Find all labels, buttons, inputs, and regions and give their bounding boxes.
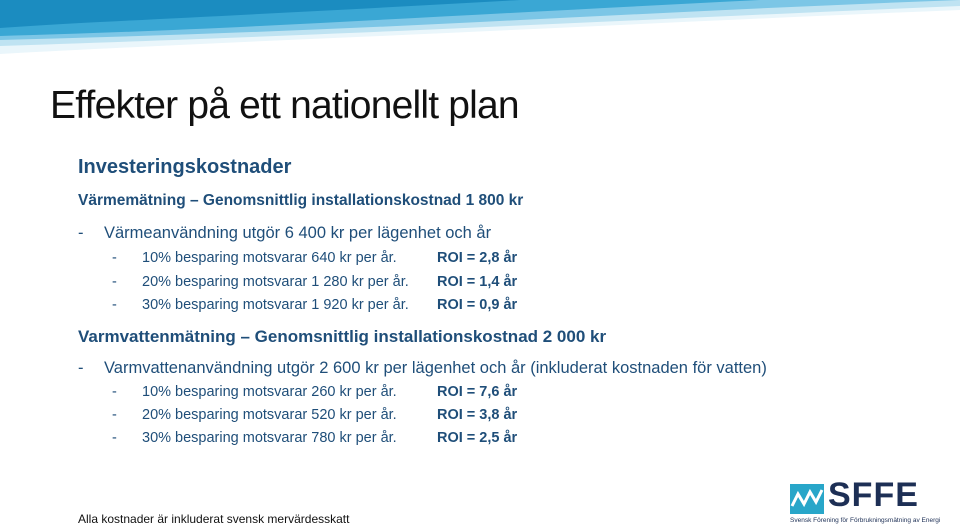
list-item-text: 20% besparing motsvarar 1 280 kr per år. bbox=[142, 274, 409, 290]
logo-wordmark: SFFE bbox=[828, 476, 919, 514]
list-item-text: 20% besparing motsvarar 520 kr per år. bbox=[142, 407, 397, 423]
list-item bbox=[78, 430, 518, 446]
bullet-dash: - bbox=[112, 407, 117, 423]
list-item bbox=[78, 297, 518, 313]
list-item-text: 30% besparing motsvarar 1 920 kr per år. bbox=[142, 297, 409, 313]
bullet-dash: - bbox=[112, 250, 117, 266]
list-item bbox=[78, 407, 518, 423]
list-item-text: 30% besparing motsvarar 780 kr per år. bbox=[142, 430, 397, 446]
bullet-dash: - bbox=[78, 224, 84, 242]
roi-value: ROI = 0,9 år bbox=[437, 297, 518, 313]
section-heading: Investeringskostnader bbox=[78, 156, 292, 178]
bullet-dash: - bbox=[78, 359, 84, 377]
water-intro bbox=[78, 359, 767, 378]
logo-mark-icon bbox=[790, 484, 824, 514]
header-band bbox=[0, 0, 960, 72]
list-item bbox=[78, 384, 518, 400]
heat-heading: Värmemätning – Genomsnittlig installationskostnad 1 800 kr bbox=[78, 192, 524, 209]
roi-value: ROI = 2,5 år bbox=[437, 430, 518, 446]
roi-value: ROI = 2,8 år bbox=[437, 250, 518, 266]
sffe-logo bbox=[788, 476, 948, 528]
footer-note: Alla kostnader är inkluderat svensk mervärdesskatt bbox=[78, 512, 350, 526]
list-item bbox=[78, 250, 518, 266]
roi-value: ROI = 7,6 år bbox=[437, 384, 518, 400]
bullet-dash: - bbox=[112, 297, 117, 313]
logo-subtitle: Svensk Förening för Förbrukningsmätning av Energi bbox=[790, 517, 941, 524]
list-item bbox=[78, 274, 518, 290]
list-item-text: 10% besparing motsvarar 260 kr per år. bbox=[142, 384, 397, 400]
page-title: Effekter på ett nationellt plan bbox=[50, 84, 519, 127]
heat-intro bbox=[78, 224, 491, 243]
water-heading: Varmvattenmätning – Genomsnittlig installationskostnad 2 000 kr bbox=[78, 327, 607, 346]
heat-intro-text: Värmeanvändning utgör 6 400 kr per lägenhet och år bbox=[104, 224, 492, 242]
bullet-dash: - bbox=[112, 430, 117, 446]
list-item-text: 10% besparing motsvarar 640 kr per år. bbox=[142, 250, 397, 266]
bullet-dash: - bbox=[112, 274, 117, 290]
bullet-dash: - bbox=[112, 384, 117, 400]
header-wave-graphic bbox=[0, 0, 960, 72]
roi-value: ROI = 3,8 år bbox=[437, 407, 518, 423]
water-intro-text: Varmvattenanvändning utgör 2 600 kr per lägenhet och år (inkluderat kostnaden för vatten) bbox=[104, 359, 767, 377]
roi-value: ROI = 1,4 år bbox=[437, 274, 518, 290]
